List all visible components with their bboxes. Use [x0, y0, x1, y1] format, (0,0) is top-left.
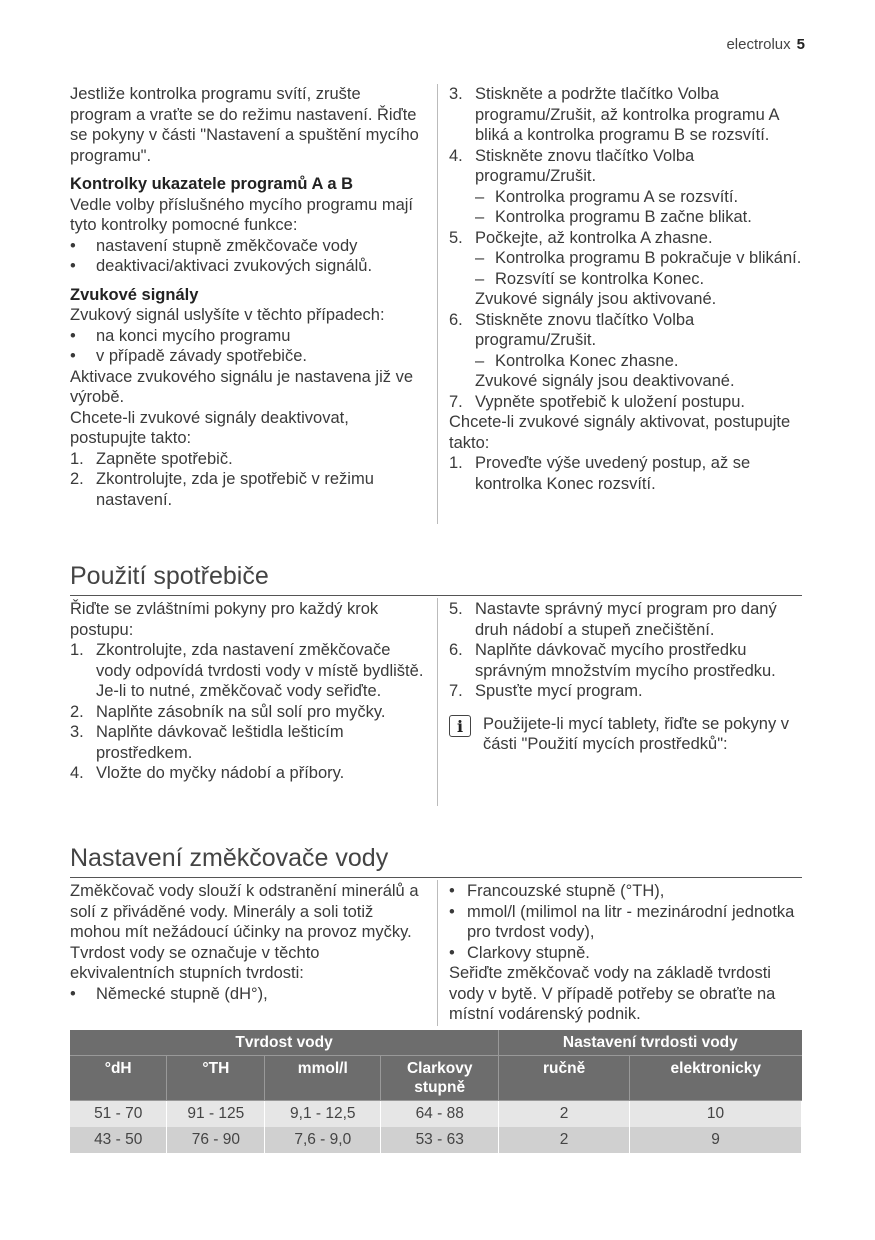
- section-title-softener: Nastavení změkčovače vody: [70, 844, 389, 872]
- info-note: [449, 714, 805, 755]
- status-text: Zvukové signály jsou aktivované.: [475, 290, 717, 308]
- table-cell: 10: [630, 1101, 802, 1128]
- dash-icon: –: [475, 187, 485, 206]
- dash-icon: –: [475, 249, 485, 267]
- step-item: 5. Nastavte správný mycí program pro daný druh nádobí a stupeň znečištění.: [449, 600, 777, 639]
- col-header: elektronicky: [630, 1056, 802, 1101]
- table-cell: 7,6 - 9,0: [265, 1127, 381, 1153]
- dash-icon: –: [475, 351, 485, 370]
- section-rule: [70, 877, 802, 878]
- step-item: 6. Naplňte dávkovač mycího prostředku správným množstvím mycího prostředku.: [449, 641, 776, 680]
- sound-text: Zvukový signál uslyšíte v těchto případech:: [70, 306, 385, 324]
- step-item: 1. Zapněte spotřebič.: [70, 449, 233, 468]
- sub-item: – Kontrolka Konec zhasne.: [475, 351, 679, 370]
- table-cell: 43 - 50: [70, 1127, 167, 1153]
- table-cell: 53 - 63: [381, 1127, 499, 1153]
- heading-sound-signals: Zvukové signály: [70, 285, 199, 304]
- section-title-usage: Použití spotřebiče: [70, 562, 269, 590]
- step-item: 5. Počkejte, až kontrolka A zhasne.: [449, 228, 713, 247]
- bullet-icon: •: [70, 984, 76, 1003]
- status-text: Zvukové signály jsou deaktivované.: [475, 372, 735, 390]
- col-header: °TH: [167, 1056, 265, 1101]
- usage-right-column: [449, 599, 805, 755]
- list-item: • Francouzské stupně (°TH),: [449, 882, 665, 900]
- dash-icon: –: [475, 269, 485, 288]
- column-divider: [437, 598, 438, 806]
- step-item: 1. Zkontrolujte, zda nastavení změkčovače vody odpovídá tvrdosti vody v místě bydliště. Je-li to nutné, změkčovač vody seřiďte.: [70, 641, 424, 700]
- top-right-column: [449, 84, 805, 494]
- table-row: [70, 1101, 802, 1128]
- hardness-table: [70, 1030, 802, 1153]
- softener-right-column: [449, 881, 805, 1025]
- info-note-text: Použijete-li mycí tablety, řiďte se pokyny v části "Použití mycích prostředků":: [483, 714, 790, 753]
- table-cell: 51 - 70: [70, 1101, 167, 1128]
- sub-item: – Kontrolka programu B začne blikat.: [475, 208, 752, 226]
- intro-paragraph: Jestliže kontrolka programu svítí, zrušte program a vraťte se do režimu nastavení. Řiďte se pokyny v části "Nastavení a spuštění mycího programu".: [70, 85, 419, 165]
- table-cell: 9,1 - 12,5: [265, 1101, 381, 1128]
- table-cell: 76 - 90: [167, 1127, 265, 1153]
- group-header-hardness: Tvrdost vody: [70, 1030, 499, 1056]
- bullet-icon: •: [70, 347, 76, 365]
- page-number: 5: [796, 36, 805, 53]
- list-item: • v případě závady spotřebiče.: [70, 347, 307, 365]
- step-item: 2. Naplňte zásobník na sůl solí pro myčky.: [70, 702, 386, 721]
- step-item: 4. Stiskněte znovu tlačítko Volba programu/Zrušit.: [449, 146, 695, 185]
- col-header: mmol/l: [265, 1056, 381, 1101]
- table-cell: 2: [499, 1127, 630, 1153]
- softener-advice: Seřiďte změkčovač vody na základě tvrdosti vody v bytě. V případě potřeby se obraťte na místní vodárenský podnik.: [449, 964, 776, 1023]
- bullet-icon: •: [449, 902, 455, 921]
- step-item: 3. Naplňte dávkovač leštidla lešticím prostředkem.: [70, 723, 344, 762]
- page-header: [726, 36, 805, 53]
- step-item: 4. Vložte do myčky nádobí a příbory.: [70, 764, 345, 782]
- softener-intro: Změkčovač vody slouží k odstranění minerálů a solí z přiváděné vody. Minerály a soli totiž mohou mít nežádoucí účinky na provoz myčky.: [70, 882, 419, 941]
- factory-setting-text: Aktivace zvukového signálu je nastavena již ve výrobě.: [70, 367, 414, 406]
- step-item: 3. Stiskněte a podržte tlačítko Volba programu/Zrušit, až kontrolka programu A bliká a kontrolka programu B se rozsvítí.: [449, 85, 779, 144]
- heading-program-indicators: Kontrolky ukazatele programů A a B: [70, 175, 354, 193]
- step-item: 7. Spusťte mycí program.: [449, 682, 643, 700]
- bullet-icon: •: [449, 882, 455, 900]
- list-item: • Německé stupně (dH°),: [70, 984, 268, 1003]
- column-divider: [437, 880, 438, 1026]
- step-item: 1. Proveďte výše uvedený postup, až se kontrolka Konec rozsvítí.: [449, 454, 751, 493]
- step-item: 7. Vypněte spotřebič k uložení postupu.: [449, 392, 745, 411]
- brand-name: electrolux: [726, 36, 791, 53]
- list-item: • Clarkovy stupně.: [449, 943, 590, 962]
- dash-icon: –: [475, 208, 485, 226]
- col-header: ručně: [499, 1056, 630, 1101]
- indicators-text: Vedle volby příslušného mycího programu mají tyto kontrolky pomocné funkce:: [70, 195, 414, 234]
- deactivate-text: Chcete-li zvukové signály deaktivovat, postupujte takto:: [70, 408, 349, 447]
- sub-item: – Kontrolka programu B pokračuje v blikání.: [475, 249, 802, 267]
- bullet-icon: •: [449, 943, 455, 962]
- column-divider: [437, 84, 438, 524]
- info-icon: i: [449, 715, 471, 737]
- list-item: • mmol/l (milimol na litr - mezinárodní jednotka pro tvrdost vody),: [449, 902, 795, 941]
- step-item: 2. Zkontrolujte, zda je spotřebič v režimu nastavení.: [70, 470, 374, 509]
- usage-left-column: [70, 599, 426, 784]
- table-cell: 91 - 125: [167, 1101, 265, 1128]
- hardness-units-text: Tvrdost vody se označuje v těchto ekvivalentních stupních tvrdosti:: [70, 943, 320, 982]
- section-rule: [70, 595, 802, 596]
- table-row: [70, 1127, 802, 1153]
- table-cell: 9: [630, 1127, 802, 1153]
- step-item: 6. Stiskněte znovu tlačítko Volba programu/Zrušit.: [449, 310, 695, 349]
- sub-item: – Rozsvítí se kontrolka Konec.: [475, 269, 705, 288]
- sub-item: – Kontrolka programu A se rozsvítí.: [475, 187, 739, 206]
- col-header: Clarkovy stupně: [381, 1056, 499, 1101]
- table-cell: 2: [499, 1101, 630, 1128]
- softener-left-column: [70, 881, 426, 1004]
- bullet-icon: •: [70, 236, 76, 255]
- list-item: • na konci mycího programu: [70, 326, 291, 345]
- usage-intro: Řiďte se zvláštními pokyny pro každý krok postupu:: [70, 600, 379, 639]
- col-header: °dH: [70, 1056, 167, 1101]
- bullet-icon: •: [70, 257, 76, 275]
- top-left-column: [70, 84, 426, 510]
- table-group-header: [70, 1030, 802, 1056]
- list-item: • deaktivaci/aktivaci zvukových signálů.: [70, 257, 373, 275]
- bullet-icon: •: [70, 326, 76, 345]
- group-header-setting: Nastavení tvrdosti vody: [499, 1030, 802, 1056]
- activate-text: Chcete-li zvukové signály aktivovat, postupujte takto:: [449, 413, 791, 452]
- table-column-header: [70, 1056, 802, 1101]
- list-item: • nastavení stupně změkčovače vody: [70, 236, 358, 255]
- table-cell: 64 - 88: [381, 1101, 499, 1128]
